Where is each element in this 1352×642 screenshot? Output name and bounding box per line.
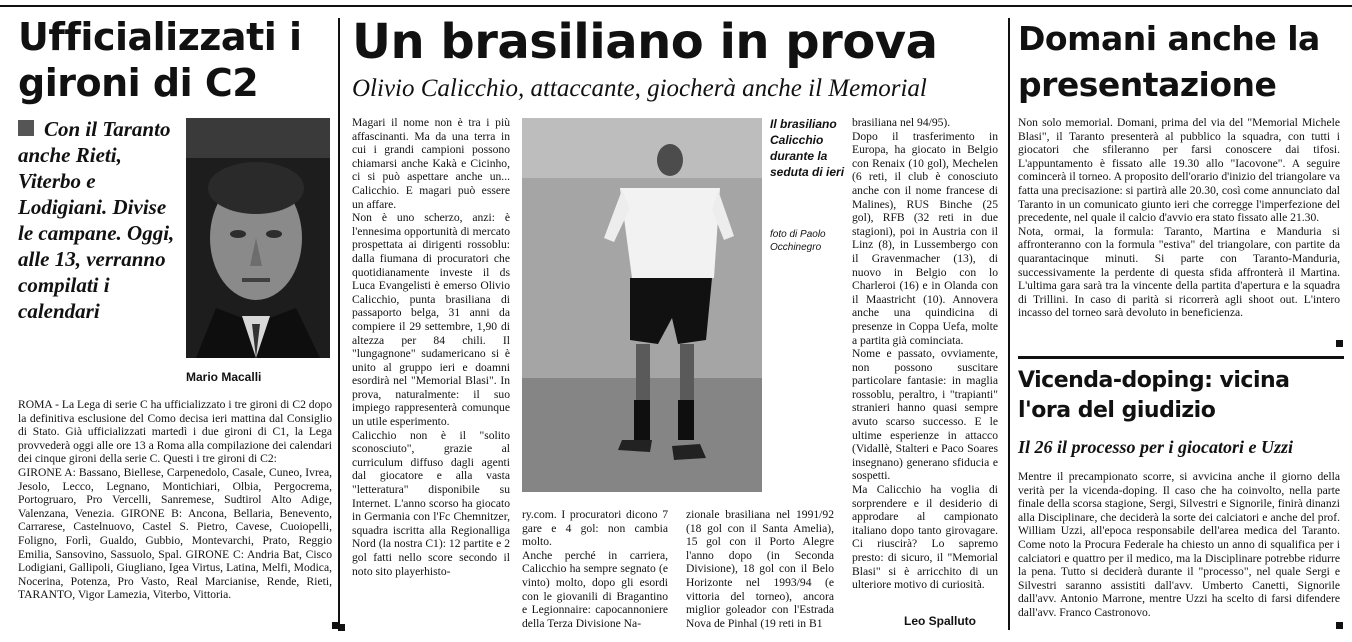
end-square-icon bbox=[1336, 340, 1343, 347]
col1-headline: Ufficializzati i gironi di C2 bbox=[18, 15, 302, 105]
col2-text-b: ry.com. I procuratori dicono 7 gare e 4 gol: non cambia molto. Anche perché in carriera, Calicchio ha sempre segnato (e vinto) molto, dopo gli esordi con le giovanili di Bragantino e Legionnaire: capocannoniere della Terza Divisione Na- bbox=[522, 508, 668, 630]
calicchio-caption: Il brasiliano Calicchio durante la seduta di ieri bbox=[770, 117, 845, 179]
macalli-portrait bbox=[186, 118, 330, 358]
col1-deck-text: Con il Taranto anche Rieti, Viterbo e Lodigiani. Divise le campane. Oggi, alle 13, verranno compilati i calendari bbox=[18, 117, 175, 323]
col3-body2: Mentre il precampionato scorre, si avvicina anche il giorno della verità per la vicenda-doping. Il caso che ha coinvolto, nella parte finale della scorsa stagione, Sergi, Silvestri e Signorile, finirà dinanzi alla Disciplinare, che deciderà la sorte dei calciatori e anche del prof. William Uzzi, all'epoca responsabile dell'area medica del Taranto. Come noto la Procura Federale ha chiesto un anno di squalifica per i calciatori e quattro per il medico, ma la Disciplinare potrebbe ridurre la pena. Tutto si deciderà durante il "processo", nel quale Sergi e Silvestri saranno assistiti dall'avv. Umberto Canetti, Signorile dall'avv. Antonio Marrone, mentre Uzzi ha scelto di farsi difendere dall'avv. Franco Castronovo. bbox=[1018, 470, 1340, 619]
column-divider-2 bbox=[1008, 18, 1010, 630]
deck-square-icon bbox=[18, 120, 34, 136]
column-divider-1 bbox=[338, 18, 340, 630]
col2-text-c: zionale brasiliana nel 1991/92 (18 gol con il Santa Amelia), 15 gol con il Porto Alegre l'anno dopo (in Seconda Divisione), 18 gol con il Belo Horizonte nel 1993/94 (e vittoria del torneo), ancora miglior goleador con l'Estrada Nova de Pinhal (19 reti in B1 bbox=[686, 508, 834, 630]
col2-subhead: Olivio Calicchio, attaccante, giocherà anche il Memorial bbox=[352, 75, 927, 102]
col1-body: ROMA - La Lega di serie C ha ufficializzato i tre gironi di C2 dopo la definitiva esclusione del Como decisa ieri mattina dal Consiglio di Stato. Già ufficializzati martedì i due gironi di C1, la Lega provvederà oggi alle ore 13 a Roma alla compilazione dei calendari dei cinque gironi della serie C. Questi i tre gironi di C2: GIRONE A: Bassano, Biellese, Carpenedolo, Casale, Cuneo, Ivrea, Jesolo, Lecco, Legnano, Montichiari, Olbia, Pergocrema, Portogruaro, Pro Vercelli, Sanremese, Sudtirol Alto Adige, Valenzana, Venezia. GIRONE B: Ancona, Bellaria, Benevento, Carrarese, Castelnuovo, Castel S. Pietro, Cavese, Cuoiopelli, Foligno, Forlì, Gualdo, Gubbio, Montevarchi, Prato, Reggio Emilia, Sansovino, Sassuolo, Spal. GIRONE C: Andria Bat, Cisco Lodigiani, Gallipoli, Giugliano, Igea Virtus, Latina, Melfi, Modica, Nocerina, Potenza, Pro Vasto, Real Marcianise, Rende, Rieti, TARANTO, Vigor Lamezia, Viterbo, Vittoria. bbox=[18, 398, 332, 602]
col2-headline: Un brasiliano in prova bbox=[352, 14, 938, 70]
col2-text-d: brasiliana nel 94/95). Dopo il trasferimento in Europa, ha giocato in Belgio con Renaix (10 gol), Mechelen (6 reti, il club è conosciuto anche con il nome francese di Malines), RUS Binche (25 gol), RFB (32 reti in due stagioni), poi in Austria con il Linz (8), in Lussembergo con il Gravenmacher (13), di nuovo in Belgio con lo Charleroi (16) e in Olanda con il Maastricht (10). Annovera anche una quindicina di presenze in Coppa Uefa, molte a partita già cominciata. Nome e passato, ovviamente, non possono suscitare particolare fantasie: in maglia rossoblu, peraltro, i "trapianti" stranieri hanno quasi sempre avuto scarso successo. E le ultime esperienze in attacco (Vidallè, Stalteri e Paco Soares insegnano) generano sfiducia e sospetti. Ma Calicchio ha voglia di sorprendere e il desiderio di approdare al campionato italiano dopo tanto girovagare. Ci riuscirà? Lo sapremo presto: di sicuro, il "Memorial Blasi" si è arricchito di un ulteriore motivo di curiosità. bbox=[852, 116, 998, 592]
end-square-icon bbox=[1336, 622, 1343, 629]
section-rule bbox=[1018, 356, 1344, 359]
calicchio-figure bbox=[522, 118, 762, 492]
col3-subhead2: Il 26 il processo per i giocatori e Uzzi bbox=[1018, 437, 1293, 457]
col1-deck bbox=[18, 116, 180, 324]
end-square-icon bbox=[338, 624, 345, 631]
col3-body: Non solo memorial. Domani, prima del via del "Memorial Michele Blasi", il Taranto presenterà al pubblico la squadra, con tutti i giocatori che sfileranno per farsi conoscere dai tifosi. L'appuntamento è fissato alle 19.30 allo "Iacovone". A seguire comincerà il torneo. A proposito dell'orario d'inizio del triangolare va fatta una precisazione: si partirà alle 20.30, così come annunciato dal Taranto in un comunicato giunto ieri che corregge l'imperfezione del precedente, nel quale il calcio d'avvio era stato fissato alle 21.30. Nota, ormai, la formula: Taranto, Martina e Manduria si affronteranno con la formula "estiva" del triangolare, con partite da quarantacinque minuti. Si parte con Taranto-Manduria, successivamente la perdente di questa sfida affronterà il Martina. L'ultima gara sarà tra la vincente della partita d'apertura e la squadra di Trillini. In caso di parità si ricorrerà agli shoot out. L'intero incasso del torneo sarà devoluto in beneficienza. bbox=[1018, 116, 1340, 320]
macalli-caption: Mario Macalli bbox=[186, 370, 262, 384]
col3-headline2: Vicenda-doping: vicina l'ora del giudizio bbox=[1018, 368, 1290, 423]
col2-byline: Leo Spalluto bbox=[904, 614, 976, 628]
top-rule bbox=[0, 5, 1352, 7]
calicchio-photo-credit: foto di Paolo Occhinegro bbox=[770, 229, 826, 253]
col2-text-a: Magari il nome non è tra i più affascinanti. Ma da una terra in cui i grandi campioni possono chiamarsi anche Kakà e Cicinho, ci si può aspettare anche un... Calicchio. E magari può essere un affare. Non è uno scherzo, anzi: è l'ennesima opportunità di mercato prospettata ai dirigenti rossoblu: dalla fiumana di procuratori che quotidianamente investe il ds Luca Evangelisti è emerso Olivio Calicchio, punta brasiliana di passaporto belga, 31 anni da compiere il 29 settembre, 1,90 di altezza per 84 chili. Il "lungagnone" sudamericano si è unito al gruppo ieri e doamni esordirà nel "Memorial Blasi". In prova, naturalmente: il suo impiego rappresenterà comunque un utile esperimento. Calicchio non è il "solito sconosciuto", grazie al curriculum diffuso dagli agenti dal giocatore e alla vasta "letteratura" disponibile su Internet. L'anno scorso ha giocato in Germania con l'Fc Chemnitzer, squadra iscritta alla Regionalliga Nord (la nostra C1): 12 partite e 2 gol fatti nello score secondo il noto sito playerhisto- bbox=[352, 116, 510, 578]
calicchio-photo bbox=[522, 118, 762, 492]
macalli-photo bbox=[186, 118, 330, 358]
col3-headline: Domani anche la presentazione bbox=[1018, 19, 1320, 104]
